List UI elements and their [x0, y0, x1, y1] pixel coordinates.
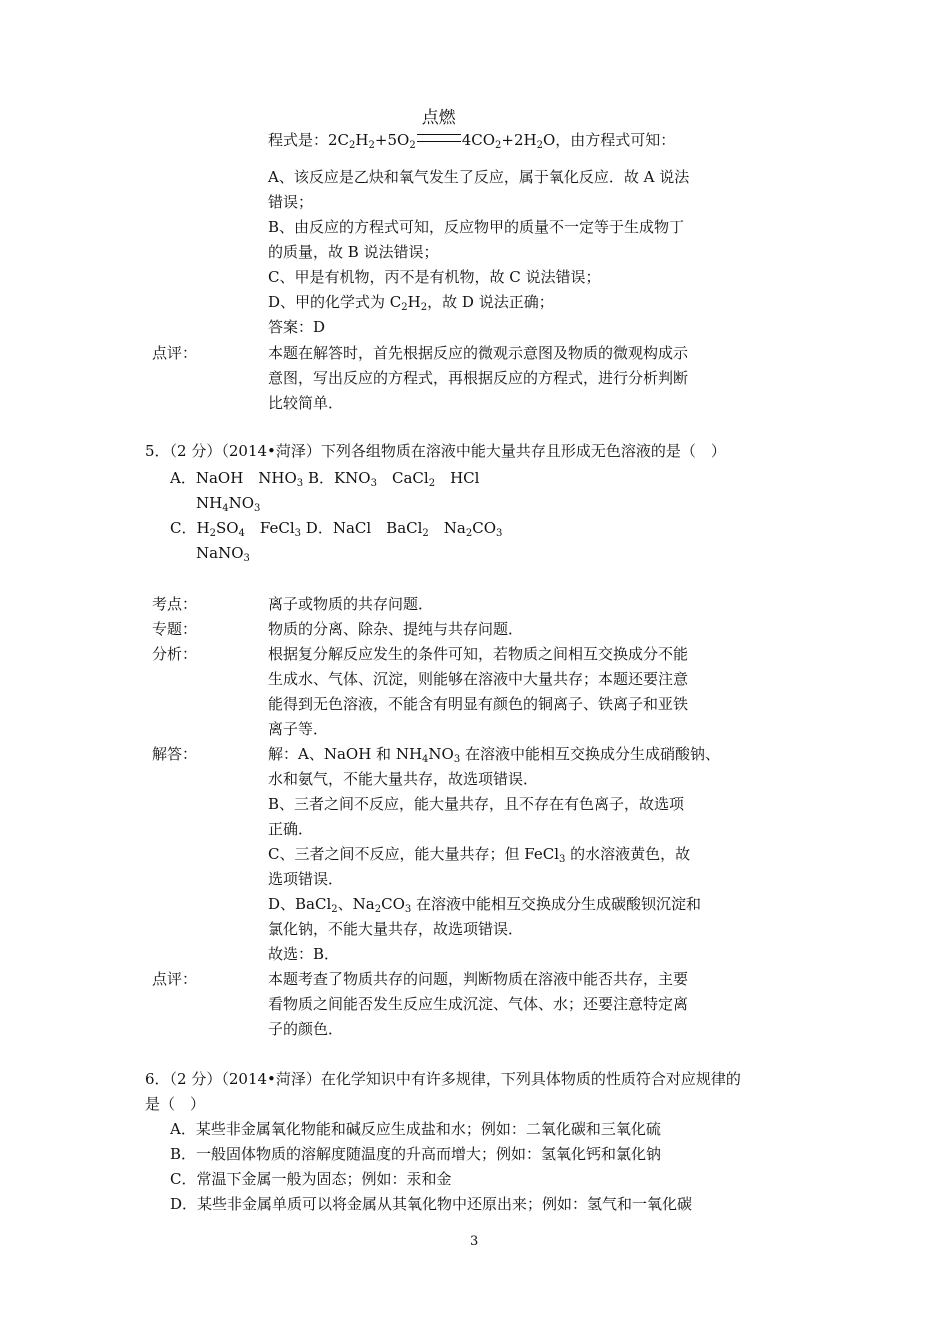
q4-option-d-analysis: D、甲的化学式为 $C_2H_2$，故 D 说法正确； — [268, 293, 554, 313]
q6-option-c: C．常温下金属一般为固态；例如：汞和金 — [170, 1170, 452, 1188]
q4-review-line: 意图，写出反应的方程式，再根据反应的方程式，进行分析判断 — [268, 369, 689, 387]
equation-line: 程式是：$2C_2H_2+5O_2$ 点燃 $4CO_2+2H_2O$，由方程式可知： — [268, 108, 676, 151]
q4-option-a-analysis: A、该反应是乙炔和氧气发生了反应，属于氧化反应．故 A 说法 — [268, 168, 690, 186]
q4-review-label: 点评： — [152, 344, 198, 362]
page-number: 3 — [470, 1234, 479, 1249]
q5-review-line: 子的颜色． — [268, 1020, 344, 1038]
q5-jieda-line: 氯化钠，不能大量共存，故选项错误． — [268, 920, 524, 938]
q5-jieda-line: 解：A、NaOH 和 $NH_4NO_3$ 在溶液中能相互交换成分生成硝酸钠、 — [268, 745, 720, 765]
q4-review-line: 本题在解答时，首先根据反应的微观示意图及物质的微观构成示 — [268, 344, 689, 362]
q5-jieda-line: D、BaCl$_2$、$Na_2CO_3$ 在溶液中能相互交换成分生成碳酸钡沉淀和 — [268, 895, 702, 915]
q5-stem: 5．（2 分）（2014•菏泽）下列各组物质在溶液中能大量共存且形成无色溶液的是（ ） — [145, 442, 726, 460]
q4-option-b-analysis: B、由反应的方程式可知，反应物甲的质量不一定等于生成物丁 — [268, 218, 685, 236]
q6-option-b: B．一般固体物质的溶解度随温度的升高而增大；例如：氢氧化钙和氯化钠 — [170, 1145, 662, 1163]
q5-jieda-line: 正确． — [268, 820, 314, 838]
q5-jieda-label: 解答： — [152, 745, 198, 763]
q5-review-label: 点评： — [152, 970, 198, 988]
q6-stem-cont: 是（ ） — [145, 1095, 206, 1113]
q5-answer: 故选：B． — [268, 945, 340, 963]
q4-review-line: 比较简单． — [268, 394, 344, 412]
q6-option-a: A．某些非金属氧化物能和碱反应生成盐和水；例如：二氧化碳和三氧化硫 — [170, 1120, 661, 1138]
q6-stem: 6．（2 分）（2014•菏泽）在化学知识中有许多规律，下列具体物质的性质符合对应规律的 — [145, 1070, 741, 1088]
condition-label: 点燃 — [421, 108, 456, 128]
q5-kaodian: 离子或物质的共存问题． — [268, 595, 434, 613]
q4-option-b-analysis-cont: 的质量，故 B 说法错误； — [268, 243, 439, 261]
q5-option-c-cont: NaNO$_3$ — [196, 544, 250, 564]
q5-jieda-line: 水和氨气，不能大量共存，故选项错误． — [268, 770, 539, 788]
q5-fenxi-line: 根据复分解反应发生的条件可知，若物质之间相互交换成分不能 — [268, 645, 689, 663]
q5-fenxi-line: 能得到无色溶液，不能含有明显有颜色的铜离子、铁离子和亚铁 — [268, 695, 689, 713]
equals-sign — [417, 134, 461, 142]
q5-options-cd: C．$H_2SO_4$ FeCl$_3$ D．NaCl BaCl$_2$ $Na_2CO_3$ — [170, 519, 503, 539]
q4-option-a-analysis-cont: 错误； — [268, 193, 314, 211]
q5-jieda-line: 选项错误． — [268, 870, 344, 888]
q5-fenxi-line: 离子等． — [268, 720, 329, 738]
q4-answer: 答案：D — [268, 318, 326, 336]
q5-kaodian-label: 考点： — [152, 595, 198, 613]
q5-fenxi-line: 生成水、气体、沉淀，则能够在溶液中大量共存；本题还要注意 — [268, 670, 689, 688]
q5-zhuanti-label: 专题： — [152, 620, 198, 638]
q5-review-line: 看物质之间能否发生反应生成沉淀、气体、水；还要注意特定离 — [268, 995, 689, 1013]
q5-review-line: 本题考查了物质共存的问题，判断物质在溶液中能否共存，主要 — [268, 970, 689, 988]
q5-zhuanti: 物质的分离、除杂、提纯与共存问题． — [268, 620, 524, 638]
q5-option-a-cont: $NH_4NO_3$ — [196, 494, 261, 514]
q4-option-c-analysis: C、甲是有机物，丙不是有机物，故 C 说法错误； — [268, 268, 601, 286]
q5-fenxi-label: 分析： — [152, 645, 198, 663]
q5-options-ab: A．NaOH $NHO_3$ B．$KNO_3$ CaCl$_2$ HCl — [170, 469, 480, 489]
reaction-condition — [416, 108, 462, 150]
q5-jieda-line: B、三者之间不反应，能大量共存，且不存在有色离子，故选项 — [268, 795, 685, 813]
q6-option-d: D．某些非金属单质可以将金属从其氧化物中还原出来；例如：氢气和一氧化碳 — [170, 1195, 693, 1213]
q5-jieda-line: C、三者之间不反应，能大量共存；但 FeCl$_3$ 的水溶液黄色，故 — [268, 845, 691, 865]
